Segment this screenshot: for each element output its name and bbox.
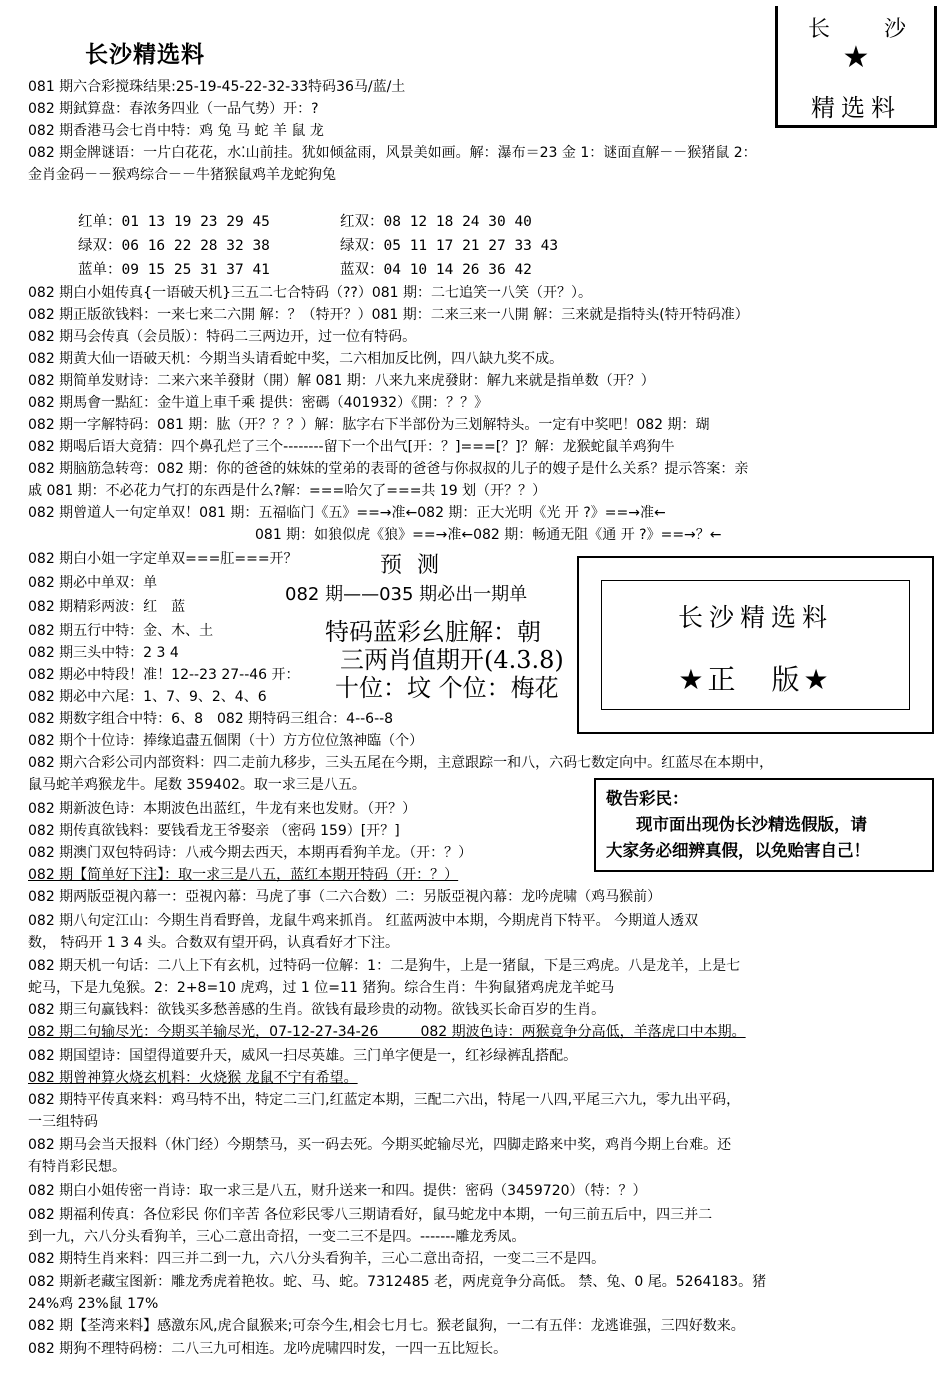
text-line: 082 期黄大仙一语破天机：今期当头请看蛇中奖，二六相加反比例，四八缺九奖不成。 — [28, 351, 564, 367]
green-single-numbers: 绿双：05 11 17 21 27 33 43 — [340, 238, 559, 254]
page-title: 长沙精选料 — [85, 42, 205, 68]
handwritten-line-1: 特码蓝彩幺脏解：朝 — [325, 618, 541, 646]
text-line: 082 期天机一句话：二八上下有玄机，过特码一位解：1：二是狗牛，上是一猪鼠，下是三鸡虎。八是龙羊，上是七 — [28, 958, 741, 974]
forecast-subtitle: 082 期——035 期必出一期单 — [285, 584, 528, 605]
text-line: 数， 特码开 1 3 4 头。合数双有望开码，认真看好才下注。 — [28, 935, 399, 951]
result-line: 081 期六合彩搅珠结果:25-19-45-22-32-33特码36马/蓝/土 — [28, 79, 406, 95]
forecast-title: 预 测 — [380, 553, 443, 578]
text-line: 082 期三句赢钱料：欲钱买多愁善感的生肖。欲钱有最珍贵的动物。欲钱买长命百岁的生肖。 — [28, 1002, 606, 1018]
text-line: 有特肖彩民想。 — [28, 1159, 126, 1175]
text-line: 082 期狗不理特码榜：二八三九可相连。龙吟虎啸四时发，一四一五比短长。 — [28, 1341, 508, 1357]
text-line: 24%鸡 23%鼠 17% — [28, 1296, 159, 1312]
text-line: 082 期香港马会七肖中特：鸡 兔 马 蛇 羊 鼠 龙 — [28, 123, 324, 139]
text-line: 081 期：如狼似虎《狼》==→准←082 期：畅通无阻《通 开 ?》==→？← — [255, 527, 722, 543]
stamp-box — [577, 556, 934, 734]
text-line: 082 期【荃湾来料】感激东风,虎合鼠猴来;可奈今生,相会七月七。猴老鼠狗，一二有五伴：龙逃谁强，三四好数来。 — [28, 1318, 745, 1334]
text-line: 082 期【简单好下注】：取一求三是八五，蓝红本期开特码（开：？） — [28, 867, 459, 883]
logo-char-1: 长 — [808, 17, 831, 42]
left-col-line: 082 期必中六尾：1、7、9、2、4、6 — [28, 689, 267, 705]
left-col-line: 082 期精彩两波：红 蓝 — [28, 599, 186, 615]
text-line: 082 期馬會一點紅：金牛道上車千乘 提供：密碼（401932）《開：？？》 — [28, 395, 489, 411]
blue-double-numbers: 蓝双：04 10 14 26 36 42 — [340, 262, 532, 278]
text-line: 082 期曾神算火烧玄机料：火烧猴 龙鼠不宁有希望。 — [28, 1070, 358, 1086]
text-line: 082 期白小姐传密一肖诗：取一求三是八五，财升送来一和四。提供：密码（3459720）（特：？） — [28, 1183, 647, 1199]
left-col-line: 082 期必中单双：单 — [28, 575, 158, 591]
red-double-numbers: 红双：08 12 18 24 30 40 — [340, 214, 532, 230]
left-col-line: 082 期五行中特：金、木、土 — [28, 623, 214, 639]
left-col-line: 082 期三头中特：2 3 4 — [28, 645, 179, 661]
text-line: 082 期马会传真（会员版）：特码二三两边开，过一位有特码。 — [28, 329, 417, 345]
logo-subtitle: 精选料 — [811, 94, 901, 122]
left-col-line: 082 期白小姐一字定单双===肛===开？ — [28, 551, 298, 567]
stamp-authentic: ★正 版★ — [678, 663, 833, 696]
left-col-line: 082 期必中特段！准！12--23 27--46 开： — [28, 667, 300, 683]
text-line: 082 期脑筋急转弯：082 期：你的爸爸的妹妹的堂弟的表哥的爸爸与你叔叔的儿子的嫂子是什么关系？提示答案：亲 — [28, 461, 749, 477]
text-line: 一三组特码 — [28, 1114, 98, 1130]
text-line: 082 期特平传真来料：鸡马特不出，特定二三门,红蓝定本期，三配二六出，特尾一八四,平尾三六九，零九出平码， — [28, 1092, 741, 1108]
left-col-line: 082 期数字组合中特：6、8 082 期特码三组合：4--6--8 — [28, 711, 394, 727]
text-line: 082 期鉽算盘：春浓务四业（一品气势）开：? — [28, 101, 319, 117]
text-line: 082 期八句定江山：今期生肖看野兽，龙鼠牛鸡来抓肖。 红蓝两波中本期，今期虎肖下特平。 今期道人透双 — [28, 913, 699, 929]
text-line: 082 期二句输尽光：今期买羊输尽光，07-12-27-34-26 082 期波色诗：两猴竟争分高低，羊落虎口中本期。 — [28, 1024, 746, 1040]
text-line: 082 期新老藏宝图新：雕龙秀虎着艳妆。蛇、马、蛇。7312485 老，两虎竟争分高低。 禁、兔、0 尾。5264183。猪 — [28, 1274, 767, 1290]
green-double-numbers: 绿双：06 16 22 28 32 38 — [78, 238, 270, 254]
text-line: 082 期福利传真：各位彩民 你们辛苦 各位彩民零八三期请看好，鼠马蛇龙中本期，一句三前五后中，四三并二 — [28, 1207, 713, 1223]
text-line: 082 期传真欲钱料：要钱看龙王爷娶亲 （密码 159）[开？] — [28, 823, 400, 839]
logo-char-2: 沙 — [883, 17, 906, 42]
text-line: 082 期一字解特码：081 期：肱（开？？？）解：肱字右下半部份为三划解特头。一定有中奖吧！082 期：瑚 — [28, 417, 710, 433]
text-line: 082 期马会当天报料（休门经）今期禁马，买一码去死。今期买蛇输尽光，四脚走路来中奖，鸡肖今期上台难。还 — [28, 1137, 732, 1153]
text-line: 082 期两版亞視內幕一：亞視內幕：马虎了事（二六合数）二：另版亞視內幕：龙吟虎啸（鸡马猴前） — [28, 889, 662, 905]
notice-box — [594, 778, 934, 872]
text-line: 082 期曾道人一句定单双！081 期：五福临门《五》==→准←082 期：正大光明《光 开 ?》==→准← — [28, 505, 666, 521]
text-line: 082 期新波色诗：本期波色出蓝红，牛龙有来也发财。（开？） — [28, 801, 417, 817]
notice-line: 大家务必细辨真假，以免贻害自己！ — [606, 841, 870, 860]
left-col-line: 082 期个十位诗：捧缘追盡五個閑（十）方方位位煞神臨（个） — [28, 733, 424, 749]
logo-box — [775, 6, 937, 128]
handwritten-line-2: 三两肖值期开(4.3.8) — [340, 646, 564, 674]
text-line: 082 期特生肖来料：四三并二到一九，六八分头看狗羊，三心二意出奇招，一变二三不是四。 — [28, 1251, 606, 1267]
notice-heading: 敬告彩民： — [606, 789, 689, 808]
text-line: 到一九，六八分头看狗羊，三心二意出奇招，一变二三不是四。-------雕龙秀凤。 — [28, 1229, 526, 1245]
notice-line: 现市面出现伪长沙精选假版，请 — [636, 815, 867, 834]
text-line: 082 期国望诗：国望得道要升天，威风一扫尽英雄。三门单字便是一，红衫绿裤乱搭配。 — [28, 1048, 578, 1064]
star-icon: ★ — [842, 40, 870, 75]
text-line: 鼠马蛇羊鸡猴龙牛。尾数 359402。取一求三是八五。 — [28, 777, 366, 793]
text-line: 082 期简单发财诗：二来六来羊發財（開）解 081 期：八来九来虎發財：解九来就是指单数（开？） — [28, 373, 655, 389]
text-line: 082 期喝后语大竟猜：四个鼻孔烂了三个--------留下一个出气[开：？]===[？]？解：龙猴蛇鼠羊鸡狗牛 — [28, 439, 675, 455]
text-line: 082 期正版欲钱料：一来七来二六開 解：？（特开？）081 期：二来三来一八開 解：三来就是指特头(特开特码准） — [28, 307, 749, 323]
text-line: 082 期白小姐传真{一语破天机}三五二七合特码（??）081 期：二七追笑一八笑（开？）。 — [28, 285, 593, 301]
text-line: 082 期金牌谜语：一片白花花，水⁚山前挂。犹如倾盆雨，风景美如画。解：瀑布＝23 金 1：谜面直解－－猴猪鼠 2： — [28, 145, 757, 161]
blue-single-numbers: 蓝单：09 15 25 31 37 41 — [78, 262, 270, 278]
text-line: 082 期澳门双包特码诗：八戒今期去西天，本期再看狗羊龙。（开：？） — [28, 845, 473, 861]
text-line: 金肖金码－－猴鸡综合－－牛猪猴鼠鸡羊龙蛇狗兔 — [28, 167, 336, 183]
text-line: 蛇马，下是九兔猴。2：2+8=10 虎鸡，过 1 位=11 猪狗。综合生肖：牛狗鼠猪鸡虎龙羊蛇马 — [28, 980, 615, 996]
text-line: 082 期六合彩公司内部资料：四二走前九移步，三头五尾在今期，主意跟踪一和八，六码七数定向中。红蓝尽在本期中， — [28, 755, 774, 771]
handwritten-line-3: 十位：坟 个位：梅花 — [335, 674, 559, 702]
red-single-numbers: 红单：01 13 19 23 29 45 — [78, 214, 270, 230]
stamp-title: 长沙精选料 — [677, 603, 833, 632]
text-line: 戚 081 期：不必花力气打的东西是什么?解：===哈欠了===共 19 划（开？？） — [28, 483, 547, 499]
